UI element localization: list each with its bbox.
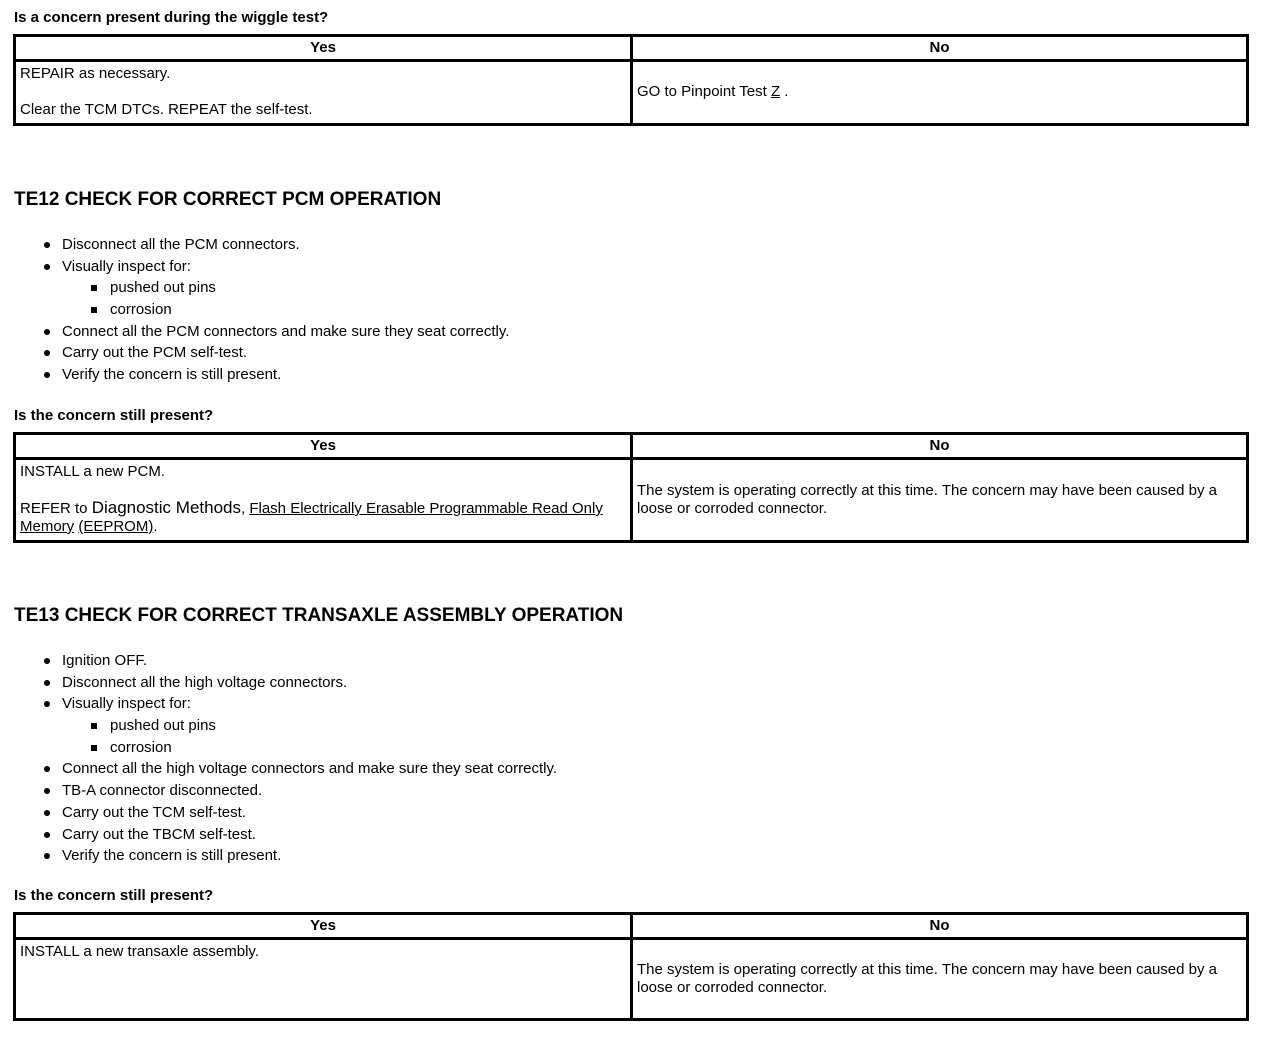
te12-result-table [13,432,1249,543]
install-pcm-text: INSTALL a new PCM. [20,463,166,480]
bullet-icon [44,658,50,664]
bullet-icon [44,701,50,707]
no-cell [632,61,1248,125]
te13-heading: TE13 CHECK FOR CORRECT TRANSAXLE ASSEMBLY OPERATION [14,605,624,626]
te13-step-list [0,650,557,867]
square-bullet-icon [91,285,97,291]
wiggle-test-question: Is a concern present during the wiggle test? [14,9,329,26]
bullet-icon [44,264,50,270]
no-cell [632,939,1248,1020]
no-goto-suffix: . [780,83,789,100]
no-header: No [632,434,1248,459]
yes-cell [15,459,632,542]
te12-question: Is the concern still present? [14,407,214,424]
bullet-icon [44,810,50,816]
list-item: Connect all the high voltage connectors and make sure they seat correctly. [0,758,557,780]
system-ok-text: The system is operating correctly at this time. The concern may have been caused by a loose or corroded connector. [637,481,1218,517]
bullet-icon [44,329,50,335]
bullet-icon [44,350,50,356]
list-item: corrosion [0,737,557,759]
list-item: Connect all the PCM connectors and make sure they seat correctly. [0,321,509,343]
bullet-icon [44,853,50,859]
bullet-icon [44,766,50,772]
yes-clear-dtc-text: Clear the TCM DTCs. REPEAT the self-test. [20,101,313,118]
te13-result-table [13,912,1249,1021]
te12-heading: TE12 CHECK FOR CORRECT PCM OPERATION [14,189,442,210]
list-item: TB-A connector disconnected. [0,780,557,802]
list-item: Verify the concern is still present. [0,364,509,386]
yes-cell [15,939,632,1020]
list-item: Carry out the TCM self-test. [0,802,557,824]
list-item: Disconnect all the high voltage connectors. [0,672,557,694]
bullet-icon [44,680,50,686]
refer-text: REFER to Diagnostic Methods, Flash Electrically Erasable Programmable Read Only Memory (EEPROM). [20,498,603,535]
yes-header: Yes [15,434,632,459]
square-bullet-icon [91,745,97,751]
square-bullet-icon [91,723,97,729]
bullet-icon [44,832,50,838]
no-header: No [632,914,1248,939]
list-item: Visually inspect for: [0,693,557,715]
yes-cell [15,61,632,125]
no-header: No [632,36,1248,61]
list-item: Visually inspect for: [0,256,509,278]
wiggle-test-result-table [13,34,1249,126]
no-cell [632,459,1248,542]
list-item: Disconnect all the PCM connectors. [0,234,509,256]
list-item: Verify the concern is still present. [0,845,557,867]
eeprom-link[interactable]: (EEPROM) [78,518,154,535]
yes-repair-text: REPAIR as necessary. [20,65,171,82]
list-item: Ignition OFF. [0,650,557,672]
square-bullet-icon [91,307,97,313]
te12-step-list [0,234,509,386]
te13-question: Is the concern still present? [14,887,214,904]
yes-header: Yes [15,914,632,939]
diagnostic-methods-text: Diagnostic Methods [91,498,241,517]
list-item: corrosion [0,299,509,321]
list-item: Carry out the TBCM self-test. [0,824,557,846]
list-item: Carry out the PCM self-test. [0,342,509,364]
yes-header: Yes [15,36,632,61]
bullet-icon [44,788,50,794]
bullet-icon [44,372,50,378]
flash-eeprom-link[interactable]: Flash Electrically Erasable Programmable Read Only Memory [20,500,603,535]
list-item: pushed out pins [0,715,557,737]
bullet-icon [44,242,50,248]
system-ok-text: The system is operating correctly at this time. The concern may have been caused by a loose or corroded connector. [637,960,1218,996]
pinpoint-test-z-link[interactable]: Z [770,83,781,100]
install-transaxle-text: INSTALL a new transaxle assembly. [20,943,259,960]
list-item: pushed out pins [0,277,509,299]
no-goto-text: GO to Pinpoint Test [637,83,771,100]
